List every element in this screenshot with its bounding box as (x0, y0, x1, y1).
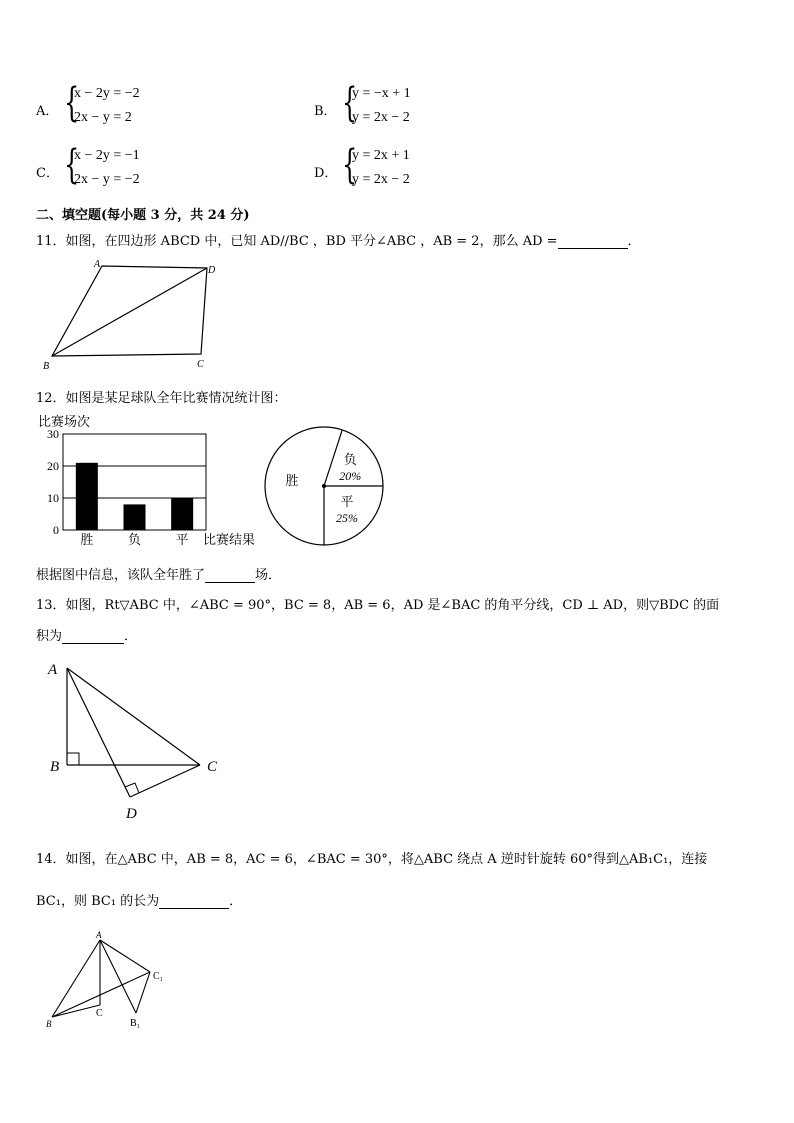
q12-answer-suffix: 场． (255, 568, 282, 583)
q14-figure (40, 925, 180, 1035)
section-title: 二、填空题(每小题 3 分，共 24 分) (36, 208, 250, 223)
q14-label-c1: C₁ (153, 971, 164, 982)
q13-segment-ad (67, 668, 130, 797)
pie-slice-label: 平 (340, 493, 354, 509)
q13-label-d: D (126, 806, 137, 822)
q11-figure (40, 256, 230, 374)
q11-label-c: C (197, 359, 204, 370)
bar-category-label: 胜 (80, 532, 94, 547)
option-d-letter: D． (314, 166, 338, 181)
option-c-brace: { (64, 142, 80, 188)
q12-charts (36, 410, 396, 555)
q13-label-a: A (48, 662, 58, 678)
option-a-eq2: 2x − y = 2 (74, 110, 132, 125)
bar-chart (47, 427, 206, 547)
q14-segment-bc (52, 1005, 100, 1017)
option-b-brace: { (342, 80, 358, 126)
q13-line2-prefix: 积为 (36, 629, 63, 644)
q14-label-c: C (96, 1008, 103, 1019)
q13-right-angle-b (67, 753, 79, 765)
q11-diagonal-bd (52, 268, 207, 356)
option-b-letter: B． (314, 104, 337, 119)
q12-text: 12．如图是某足球队全年比赛情况统计图： (36, 391, 287, 406)
q11-stem: 11．如图，在四边形 ABCD 中，已知 AD//BC ，BD 平分∠ABC ，AB = 2，那么 AD = (36, 234, 558, 249)
q13-figure (40, 655, 240, 825)
q13-line1: 13．如图，Rt▽ABC 中，∠ABC = 90°，BC = 8，AB = 6，AD 是∠BAC 的角平分线，CD ⊥ AD，则▽BDC 的面 (36, 598, 720, 613)
q13-label-b: B (50, 759, 60, 775)
q11-blank[interactable] (558, 234, 628, 249)
option-c-letter: C． (36, 166, 59, 181)
q11-label-d: D (208, 265, 216, 276)
q14-label-b: B (46, 1019, 52, 1029)
bar-category-label: 平 (175, 532, 189, 547)
bar-2 (171, 498, 193, 530)
bar-ytick-label: 30 (47, 427, 59, 441)
q13-segment-ac (67, 668, 200, 765)
option-c-eq2: 2x − y = −2 (74, 172, 140, 187)
bar-ylabel: 比赛场次 (38, 414, 91, 429)
q12-blank[interactable] (205, 568, 255, 583)
q12-answer (36, 564, 281, 583)
pie-slice-value: 25% (335, 510, 358, 525)
option-b-eq1: y = −x + 1 (352, 86, 411, 101)
bar-xlabel: 比赛结果 (203, 532, 256, 547)
q14-line2 (36, 890, 242, 909)
q14-line2-prefix: BC₁，则 BC₁ 的长为 (36, 894, 160, 909)
q14-segment-b1c1 (136, 972, 150, 1013)
q14-blank[interactable] (159, 894, 229, 909)
option-b-eq2: y = 2x − 2 (352, 110, 410, 125)
q14-label-a: A (96, 930, 102, 940)
q11-text (36, 230, 641, 249)
q13-segment-dc (130, 765, 200, 797)
pie-slice-label: 负 (343, 451, 357, 467)
option-a-brace: { (64, 80, 80, 126)
q11-end: ． (627, 234, 641, 249)
q14-label-b1: B₁ (130, 1018, 141, 1029)
bar-0 (76, 463, 98, 530)
q13-blank[interactable] (62, 629, 124, 644)
q14-line1: 14．如图，在△ABC 中，AB = 8，AC = 6，∠BAC = 30°，将△ABC 绕点 A 逆时针旋转 60°得到△AB₁C₁，连接 (36, 852, 708, 867)
pie-slice-value: 20% (339, 468, 362, 483)
option-d-eq1: y = 2x + 1 (352, 148, 410, 163)
option-c-eq1: x − 2y = −1 (74, 148, 140, 163)
q12-answer-prefix: 根据图中信息，该队全年胜了 (36, 568, 206, 583)
pie-chart (265, 427, 383, 545)
q14-end: ． (229, 894, 243, 909)
q13-line2 (36, 625, 137, 644)
bar-1 (124, 504, 146, 530)
bar-ytick-label: 10 (47, 491, 59, 505)
q11-label-a: A (94, 259, 101, 270)
pie-center-dot (322, 484, 326, 488)
q11-label-b: B (43, 361, 50, 372)
option-a-eq1: x − 2y = −2 (74, 86, 140, 101)
option-d-eq2: y = 2x − 2 (352, 172, 410, 187)
option-a-letter: A． (36, 104, 59, 119)
bar-category-label: 负 (127, 532, 142, 547)
pie-slice-label: 胜 (285, 472, 299, 488)
q13-label-c: C (207, 759, 218, 775)
bar-ytick-label: 20 (47, 459, 59, 473)
bar-ytick-label: 0 (53, 523, 59, 537)
option-d-brace: { (342, 142, 358, 188)
q13-end: ． (124, 629, 138, 644)
